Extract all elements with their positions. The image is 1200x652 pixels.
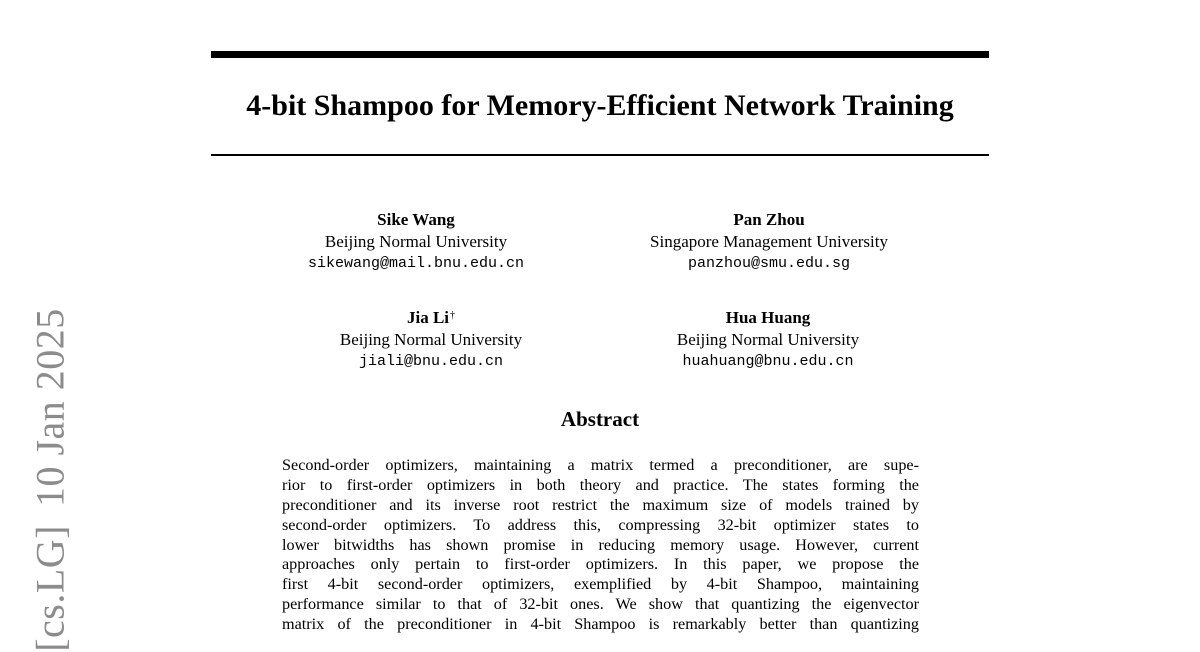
arxiv-category: [cs.LG] [27, 525, 73, 652]
abstract-line: lower bitwidths has shown promise in reducing memory usage. However, current [282, 535, 919, 554]
arxiv-side-stamp [27, 308, 74, 652]
arxiv-date: 10 Jan 2025 [27, 308, 73, 508]
abstract-line: first 4-bit second-order optimizers, exemplified by 4-bit Shampoo, maintaining [282, 575, 919, 594]
author-name-line [271, 307, 591, 329]
title-bottom-rule [211, 154, 989, 156]
author-name: Hua Huang [725, 308, 811, 327]
top-thick-rule [211, 51, 989, 58]
author-block-sike-wang [256, 209, 576, 275]
paper-title: 4-bit Shampoo for Memory-Efficient Network Training [246, 89, 954, 122]
author-block-hua-huang [608, 307, 928, 373]
abstract-text [282, 456, 919, 635]
author-affiliation: Beijing Normal University [676, 330, 860, 349]
abstract-line: preconditioner and its inverse root restrict the maximum size of models trained by [282, 495, 919, 514]
abstract-line: Second-order optimizers, maintaining a matrix termed a preconditioner, are supe- [282, 456, 919, 474]
abstract-line: rior to first-order optimizers in both theory and practice. The states forming the [282, 475, 919, 494]
author-email: panzhou@smu.edu.sg [687, 255, 851, 272]
author-block-jia-li [271, 307, 591, 373]
abstract-line: approaches only pertain to first-order optimizers. In this paper, we propose the [282, 555, 919, 574]
author-name: Jia Li [406, 308, 450, 327]
corresponding-author-mark: † [450, 310, 456, 321]
author-block-pan-zhou [609, 209, 929, 275]
abstract-line: performance similar to that of 32-bit ones. We show that quantizing the eigenvector [282, 595, 919, 614]
author-affiliation: Singapore Management University [650, 232, 888, 251]
author-affiliation: Beijing Normal University [324, 232, 508, 251]
author-name: Sike Wang [377, 210, 455, 229]
author-email: sikewang@mail.bnu.edu.cn [307, 255, 525, 272]
abstract-heading: Abstract [560, 407, 640, 431]
abstract-line: second-order optimizers. To address this, compressing 32-bit optimizer states to [282, 515, 919, 534]
author-email: huahuang@bnu.edu.cn [682, 353, 854, 370]
author-affiliation: Beijing Normal University [339, 330, 523, 349]
author-name: Pan Zhou [733, 210, 805, 229]
author-email: jiali@bnu.edu.cn [358, 353, 504, 370]
abstract-line: matrix of the preconditioner in 4-bit Shampoo is remarkably better than quantizing [282, 615, 919, 634]
